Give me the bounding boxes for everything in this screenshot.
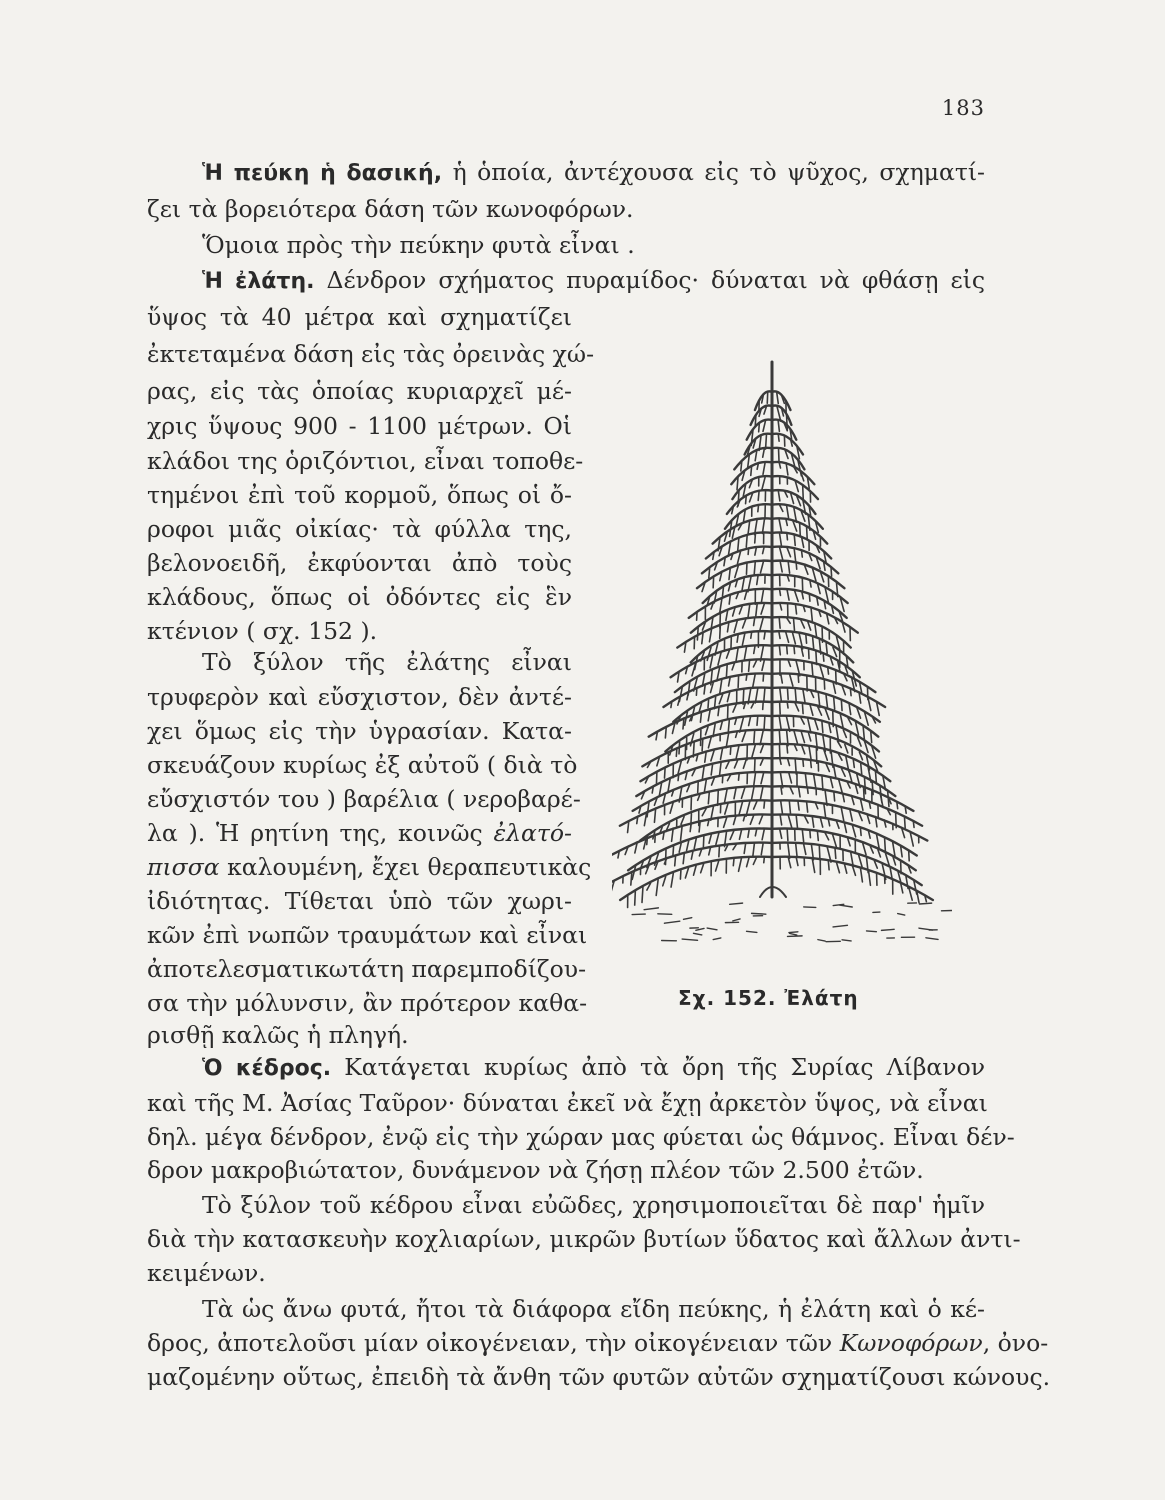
text-line: ἰδιότητας. Τίθεται ὑπὸ τῶν χωρι- [147,887,572,915]
text-line: τρυφερὸν καὶ εὔσχιστον, δὲν ἀντέ- [147,683,572,711]
text-line: δρον μακροβιώτατον, δυνάμενον νὰ ζήσῃ πλέον τῶν 2.500 ἐτῶν. [147,1156,924,1184]
text-line: εὔσχιστόν του ) βαρέλια ( νεροβαρέ- [147,785,581,813]
text-line: διὰ τὴν κατασκευὴν κοχλιαρίων, μικρῶν βυτίων ὕδατος καὶ ἄλλων ἀντι- [147,1225,1021,1253]
text-line: ρισθῇ καλῶς ἡ πληγή. [147,1021,409,1049]
text-line: κλάδοι της ὁριζόντιοι, εἶναι τοποθε- [147,447,584,475]
text-span: , ὀνο- [982,1329,1049,1357]
italic-term: πισσα [147,853,220,881]
text-line: χρις ὕψους 900 - 1100 μέτρων. Οἱ [147,412,572,440]
text-line [147,1326,1049,1360]
text-line: ροφοι μιᾶς οἰκίας· τὰ φύλλα της, [147,515,572,543]
text-span: ἡ ὁποία, ἀντέχουσα εἰς τὸ ψῦχος, σχηματί- [442,158,985,186]
text-line: τημένοι ἐπὶ τοῦ κορμοῦ, ὅπως οἱ ὄ- [147,481,572,509]
text-line: Τὸ ξύλον τοῦ κέδρου εἶναι εὐῶδες, χρησιμοποιεῖται δὲ παρ' ἡμῖν [202,1191,985,1219]
heading-fir: Ἡ ἐλάτη. [202,269,315,294]
text-span: λα ). Ἡ ρητίνη της, κοινῶς [147,819,494,847]
figure-caption: Σχ. 152. Ἐλάτη [678,986,859,1010]
italic-term: Κωνοφόρων [839,1329,983,1357]
fir-tree-illustration [612,352,952,952]
text-line: χει ὅμως εἰς τὴν ὑγρασίαν. Κατα- [147,717,572,745]
text-line: κτένιον ( σχ. 152 ). [147,617,378,645]
text-line: Τὸ ξύλον τῆς ἐλάτης εἶναι [202,648,572,676]
text-line: ἐκτεταμένα δάση εἰς τὰς ὀρεινὰς χώ- [147,340,595,368]
text-line: Ὅμοια πρὸς τὴν πεύκην φυτὰ εἶναι . [202,231,635,259]
text-line: κλάδους, ὅπως οἱ ὀδόντες εἰς ἓν [147,583,572,611]
text-line: ὕψος τὰ 40 μέτρα καὶ σχηματίζει [147,303,572,331]
text-span: Δένδρον σχήματος πυραμίδος· δύναται νὰ φθάσῃ εἰς [314,266,985,294]
text-line: δηλ. μέγα δένδρον, ἐνῷ εἰς τὴν χώραν μας φύεται ὡς θάμνος. Εἶναι δέν- [147,1123,1015,1151]
text-line [147,155,985,191]
text-line: βελονοειδῆ, ἐκφύονται ἀπὸ τοὺς [147,549,572,577]
text-line: μαζομένην οὕτως, ἐπειδὴ τὰ ἄνθη τῶν φυτῶν αὐτῶν σχηματίζουσι κώνους. [147,1363,1051,1391]
text-line: ζει τὰ βορειότερα δάση τῶν κωνοφόρων. [147,195,634,223]
text-line [147,263,985,299]
text-line: σα τὴν μόλυνσιν, ἂν πρότερον καθα- [147,989,588,1017]
text-line: καὶ τῆς Μ. Ἀσίας Ταῦρον· δύναται ἐκεῖ νὰ ἔχῃ ἀρκετὸν ὕψος, νὰ εἶναι [147,1089,988,1117]
text-line [147,1050,985,1086]
italic-term: ἐλατό- [493,819,572,847]
text-span: δρος, ἀποτελοῦσι μίαν οἰκογένειαν, τὴν οἰκογένειαν τῶν [147,1329,840,1357]
page-number: 183 [941,96,985,120]
heading-pine: Ἡ πεύκη ἡ δασική, [202,161,443,186]
heading-cedar: Ὁ κέδρος. [202,1056,332,1081]
text-line: ρας, εἰς τὰς ὁποίας κυριαρχεῖ μέ- [147,377,572,405]
text-line: κειμένων. [147,1259,266,1287]
text-line: κῶν ἐπὶ νωπῶν τραυμάτων καὶ εἶναι [147,921,588,949]
text-line [147,850,592,884]
text-span: καλουμένη, ἔχει θεραπευτικὰς [219,853,592,881]
text-line: Τὰ ὡς ἄνω φυτά, ἤτοι τὰ διάφορα εἴδη πεύκης, ἡ ἐλάτη καὶ ὁ κέ- [202,1295,985,1323]
text-line: ἀποτελεσματικωτάτη παρεμποδίζου- [147,955,587,983]
text-line [147,816,572,850]
text-line: σκευάζουν κυρίως ἐξ αὐτοῦ ( διὰ τὸ [147,751,578,779]
text-span: Κατάγεται κυρίως ἀπὸ τὰ ὄρη τῆς Συρίας Λίβανον [331,1053,985,1081]
